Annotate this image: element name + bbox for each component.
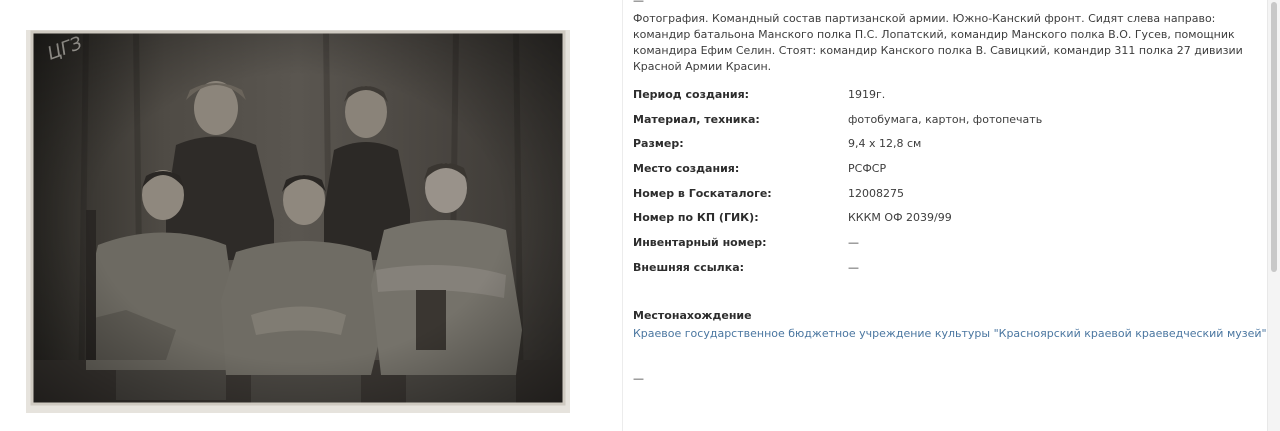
property-value: РСФСР [848,162,887,176]
record-description: Фотография. Командный состав партизанской армии. Южно-Канский фронт. Сидят слева направо: командир батальона Манского полка П.С. Лопатский, командир Манского полка В.О. Гусев, помощник командира Ефим Селин. Стоят: командир Канского полка В. Савицкий, командир 311 полка 27 дивизии Красной Армии Красин. [633,12,1243,73]
property-row [633,87,1263,112]
property-label: Инвентарный номер: [633,236,767,250]
property-label: Размер: [633,137,684,151]
panel-divider [622,0,623,431]
photo-panel [0,0,622,431]
property-row [633,136,1263,161]
property-value: — [848,260,859,274]
property-label: Номер по КП (ГИК): [633,211,759,225]
scrollbar-thumb[interactable] [1271,2,1277,272]
property-value: фотобумага, картон, фотопечать [848,112,1043,126]
property-row [633,161,1263,186]
properties-list [633,87,1263,285]
vertical-scrollbar[interactable] [1267,0,1280,431]
property-label: Материал, техника: [633,112,760,126]
property-label: Период создания: [633,88,750,101]
property-label: Место создания: [633,162,740,176]
property-value: КККМ ОФ 2039/99 [848,211,952,225]
property-value: — [848,236,859,250]
location-title: Местонахождение [633,309,752,322]
property-row [633,260,1263,285]
property-row [633,186,1263,211]
archival-photo[interactable] [26,30,570,413]
property-row [633,112,1263,137]
property-label: Внешняя ссылка: [633,260,745,274]
top-dash: — [633,0,644,7]
property-value: 12008275 [848,186,904,200]
bottom-dash: — [633,372,644,385]
property-row [633,210,1263,235]
property-value: 1919г. [848,88,886,101]
property-value: 9,4 х 12,8 см [848,137,922,151]
property-row [633,235,1263,260]
museum-link[interactable]: Краевое государственное бюджетное учреждение культуры "Красноярский краевой краеведческий музей" [633,327,1267,340]
property-label: Номер в Госкаталоге: [633,186,772,200]
